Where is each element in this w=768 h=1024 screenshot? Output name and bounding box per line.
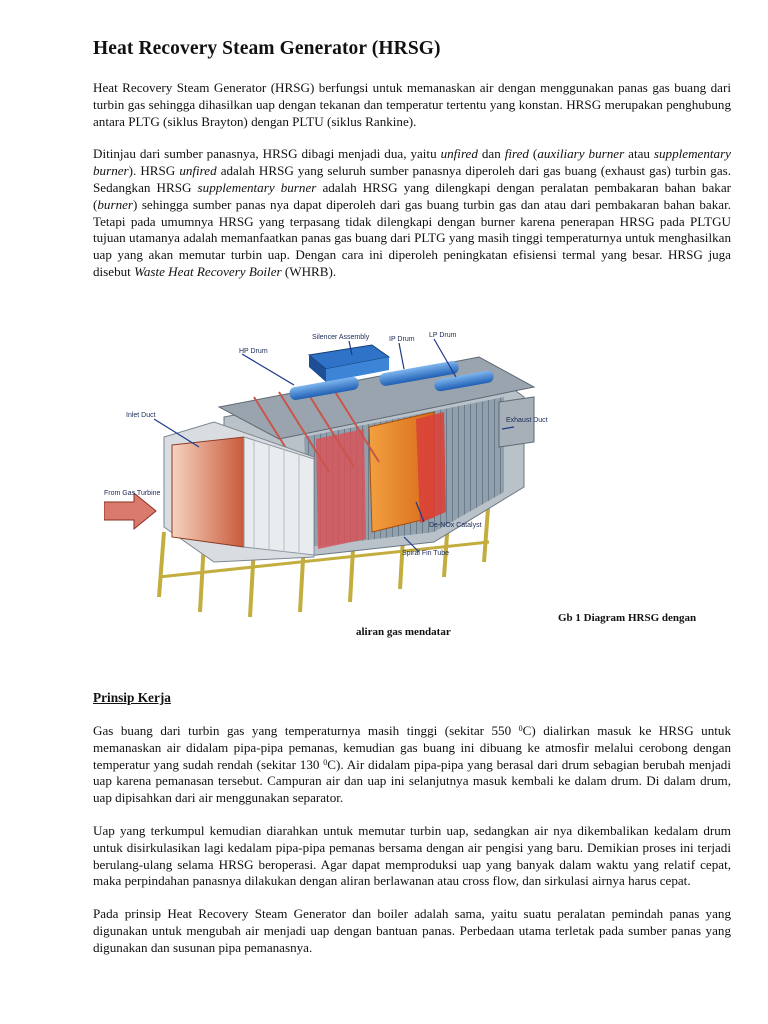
gas-flow-arrow [104, 493, 156, 529]
label-lp-drum: LP Drum [429, 332, 457, 339]
figure-caption-line1: Gb 1 Diagram HRSG dengan [558, 612, 697, 624]
hrsg-diagram [104, 327, 548, 623]
figure-caption-line2: aliran gas mendatar [356, 626, 451, 638]
label-inlet-duct: Inlet Duct [126, 412, 156, 419]
body-paragraph-3: Pada prinsip Heat Recovery Steam Generator dan boiler adalah sama, yaitu suatu peralatan pemindah panas yang digunakan untuk mengubah air menjadi uap dengan bantuan panas. Perbedaan utama terletak pada sumber panas yang digunakan dan susunan pipa pemanasnya. [93, 906, 731, 955]
label-from-gas-turbine: From Gas Turbine [104, 490, 161, 497]
label-hp-drum: HP Drum [239, 348, 268, 355]
body-paragraph-2: Uap yang terkumpul kemudian diarahkan untuk memutar turbin uap, sedangkan air nya dikembalikan kedalam drum untuk disirkulasikan lagi kedalam pipa-pipa pemanas bersama dengan air pengisi yang baru. Demikian proses ini terjadi berulang-ulang selama HRSG beroperasi. Agar dapat memproduksi uap yang banyak dalam waktu yang relatif cepat, maka perpindahan panasnya dilakukan dengan aliran berlawanan atau cross flow, dan sirkulasi airnya harus cepat. [93, 822, 731, 889]
lower-content [93, 723, 731, 957]
intro-paragraph-1: Heat Recovery Steam Generator (HRSG) berfungsi untuk memanaskan air dengan menggunakan panas gas buang dari turbin gas sehingga dihasilkan uap dengan tekanan dan temperatur tertentu yang konstan. HRSG merupakan penghubung antara PLTG (siklus Brayton) dengan PLTU (siklus Rankine). [93, 80, 731, 129]
label-exhaust-duct: Exhaust Duct [506, 417, 548, 424]
label-ip-drum: IP Drum [389, 336, 415, 343]
label-denox-catalyst: De-NOx Catalyst [429, 522, 482, 529]
label-silencer-assembly: Silencer Assembly [312, 334, 370, 341]
body-paragraph-1: Gas buang dari turbin gas yang temperaturnya masih tinggi (sekitar 550 $^0$C) dialirkan masuk ke HRSG untuk memanaskan air didalam pipa-pipa pemanas, kemudian gas buang ini dibuang ke atmosfir melalui cerobong dengan temperatur yang sudah rendah (sekitar 130 $^0$C). Air didalam pipa-pipa yang berasal dari drum sebagian berubah menjadi uap karena pemanasan tersebut. Campuran air dan uap ini selanjutnya masuk kembali ke dalam drum. Di dalam drum, uap dipisahkan dari air menggunakan separator. [93, 723, 731, 806]
section-heading: Prinsip Kerja [93, 690, 171, 705]
label-spiral-fin-tube: Spiral Fin Tube [402, 550, 450, 557]
page-title: Heat Recovery Steam Generator (HRSG) [93, 38, 441, 59]
intro-paragraph-2: Ditinjau dari sumber panasnya, HRSG dibagi menjadi dua, yaitu unfired dan fired (auxiliary burner atau supplementary burner). HRSG unfired adalah HRSG yang seluruh sumber panasnya diperoleh dari gas buang (exhaust gas) turbin gas. Sedangkan HRSG supplementary burner adalah HRSG yang dilengkapi dengan peralatan pembakaran bahan bakar (burner) sehingga sumber panas nya dapat diperoleh dari gas buang turbin gas dan atau dari pembakaran bahan bakar. Tetapi pada umumnya HRSG yang terpasang tidak dilengkapi dengan burner karena penerapan HRSG pada PLTGU tujuan utamanya adalah memanfaatkan panas gas buang dari PLTG yang masih tinggi temperaturnya untuk menghasilkan uap yang akan memutar turbin uap. Dengan cara ini diperoleh peningkatan efisiensi termal yang besar. HRSG juga disebut Waste Heat Recovery Boiler (WHRB). [93, 146, 732, 279]
document-page [93, 38, 731, 281]
